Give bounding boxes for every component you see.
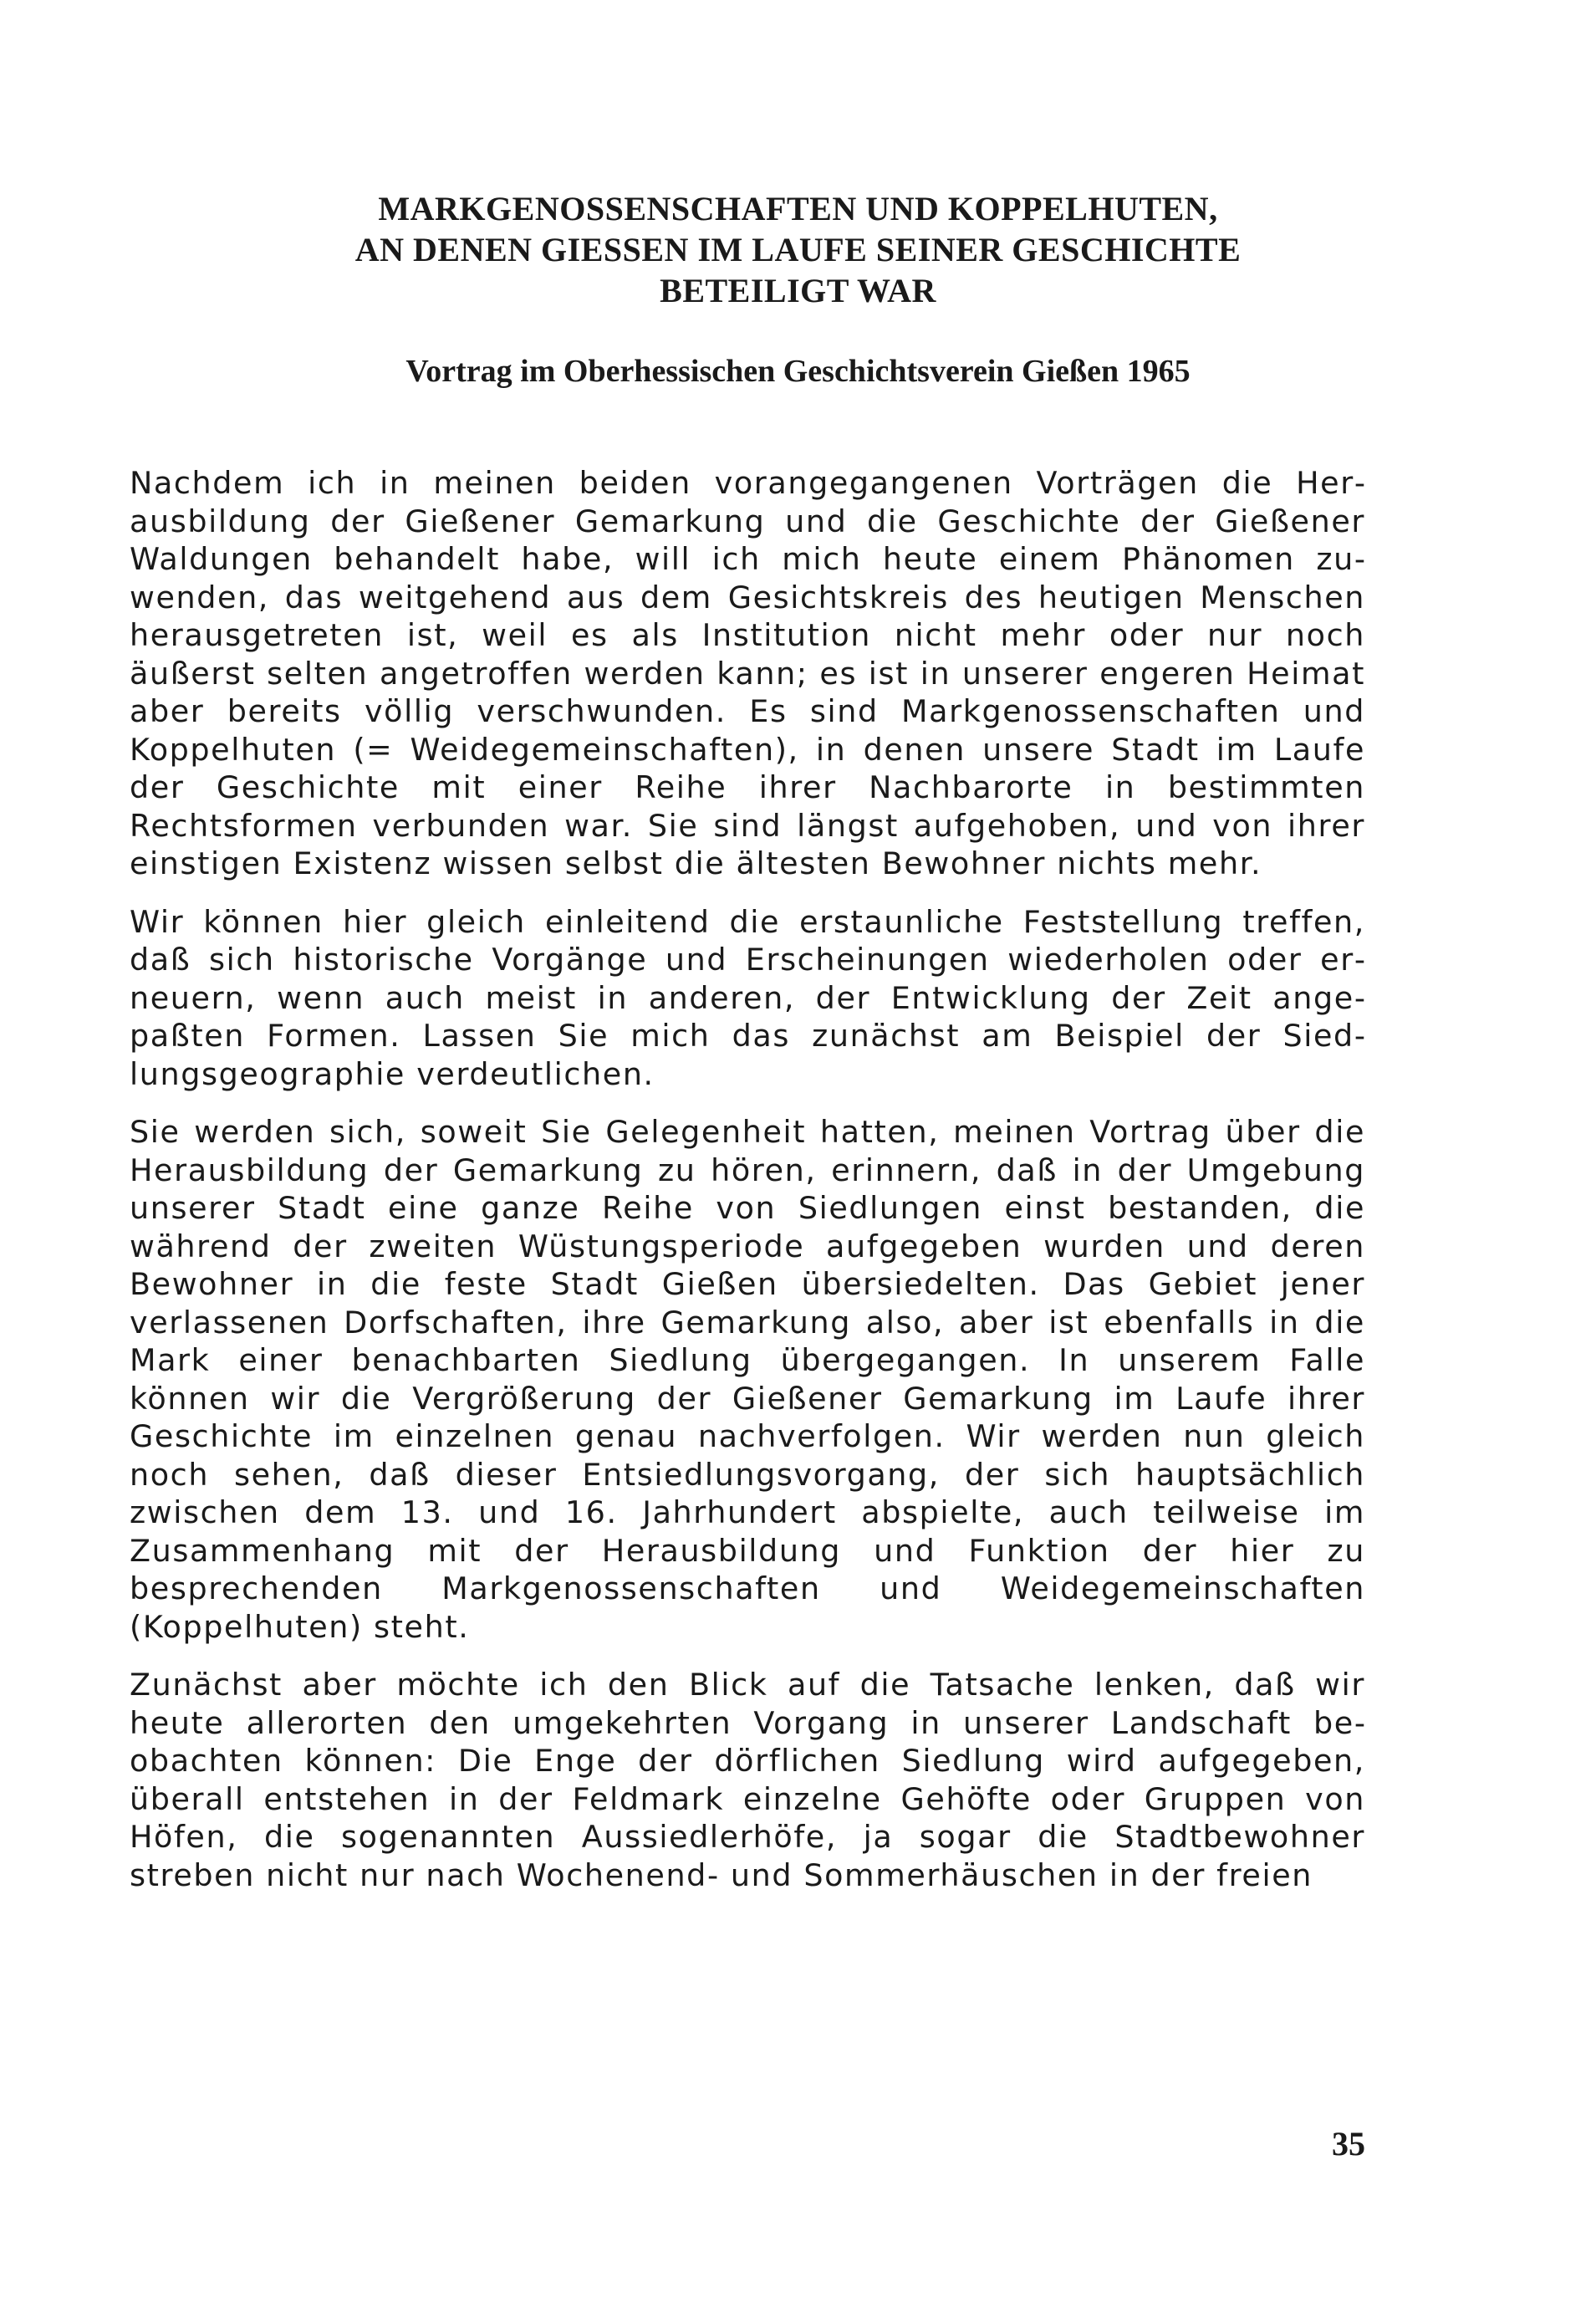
paragraph: Wir können hier gleich einleitend die erstaunliche Feststellung treffen, daß sich historische Vorgänge und Erscheinungen wiederholen oder erneuern, wenn auch meist in anderen, der Entwicklung der Zeit angepaßten Formen. Lassen Sie mich das zunächst am Beispiel der Siedlungsgeographie verdeutlichen. [130,903,1365,1092]
article-subtitle: Vortrag im Oberhessischen Geschichtsverein Gießen 1965 [405,354,1191,389]
title-line: AN DENEN GIESSEN IM LAUFE SEINER GESCHICHTE [354,231,1242,268]
title-line: MARKGENOSSENSCHAFTEN UND KOPPELHUTEN, [378,190,1218,227]
paragraph: Sie werden sich, soweit Sie Gelegenheit hatten, meinen Vortrag über die Herausbildung der Gemarkung zu hören, erinnern, daß in der Umgebung unserer Stadt eine ganze Reihe von Siedlungen einst bestanden, die während der zweiten Wüstungsperiode aufgegeben wurden und deren Bewohner in die feste Stadt Gießen übersiedelten. Das Gebiet jener verlassenen Dorfschaften, ihre Gemarkung also, aber ist ebenfalls in die Mark einer benachbarten Siedlung übergegangen. In unserem Falle können wir die Vergrößerung der Gießener Gemarkung im Laufe ihrer Geschichte im einzelnen genau nachverfolgen. Wir werden nun gleich noch sehen, daß dieser Entsiedlungsvorgang, der sich hauptsächlich zwischen dem 13. und 16. Jahrhundert abspielte, auch teilweise im Zusammenhang mit der Herausbildung und Funktion der hier zu besprechenden Markgenossenschaften und Weidegemeinschaften (Koppelhuten) steht. [130,1114,1365,1645]
body-text [130,464,1365,1914]
paragraph: Zunächst aber möchte ich den Blick auf die Tatsache lenken, daß wir heute allerorten den umgekehrten Vorgang in unserer Landschaft beobachten können: Die Enge der dörflichen Siedlung wird aufgegeben, überall entstehen in der Feldmark einzelne Gehöfte oder Gruppen von Höfen, die sogenannten Aussiedlerhöfe, ja sogar die Stadtbewohner streben nicht nur nach Wochenend- und Sommerhäuschen in der freien [130,1667,1365,1893]
title-line: BETEILIGT WAR [660,272,936,309]
paragraph: Nachdem ich in meinen beiden vorangegangenen Vorträgen die Herausbildung der Gießener Gemarkung und die Geschichte der Gießener Waldungen behandelt habe, will ich mich heute einem Phänomen zuwenden, das weitgehend aus dem Gesichtskreis des heutigen Menschen herausgetreten ist, weil es als Institution nicht mehr oder nur noch äußerst selten angetroffen werden kann; es ist in unserer engeren Heimat aber bereits völlig verschwunden. Es sind Markgenossenschaften und Koppelhuten (= Weidegemeinschaften), in denen unsere Stadt im Laufe der Geschichte mit einer Reihe ihrer Nachbarorte in bestimmten Rechtsformen verbunden war. Sie sind längst aufgehoben, und von ihrer einstigen Existenz wissen selbst die ältesten Bewohner nichts mehr. [130,465,1365,881]
article-title [0,188,1596,311]
page-number: 35 [1332,2125,1365,2163]
